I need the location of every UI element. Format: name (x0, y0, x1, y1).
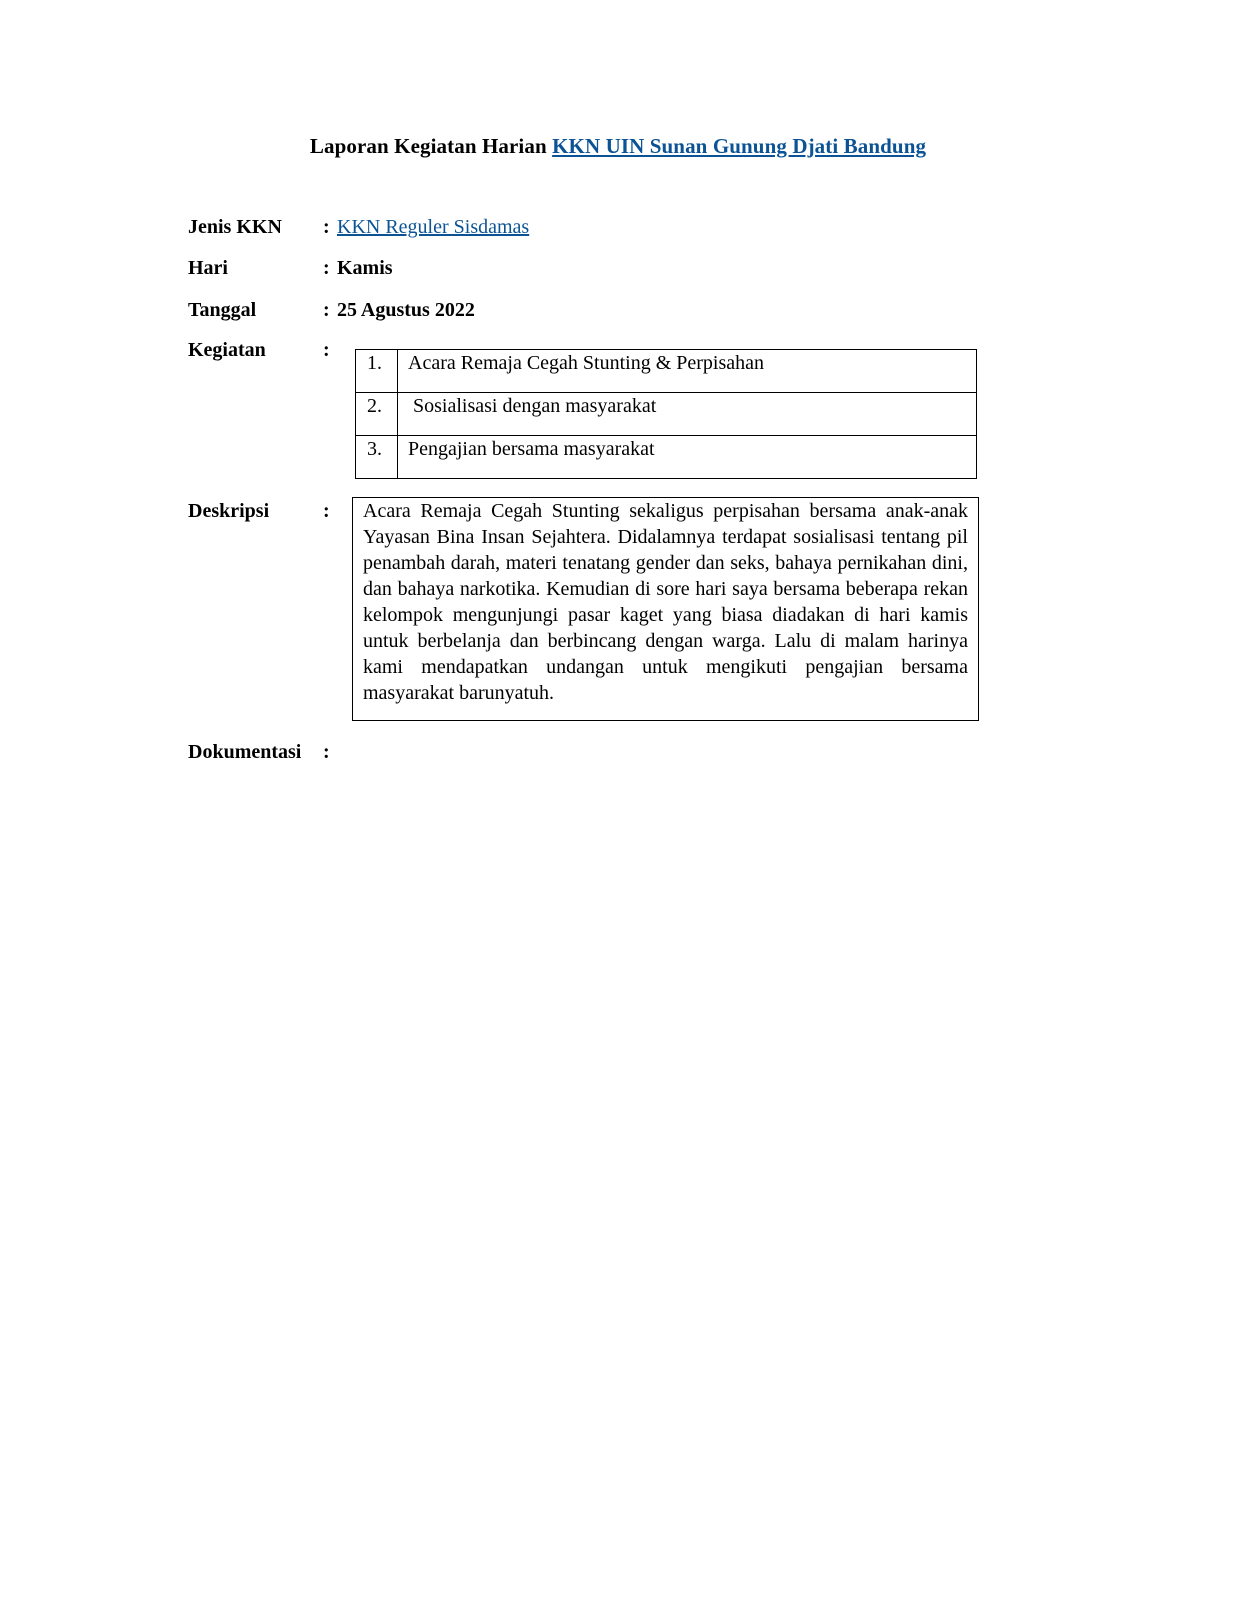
hari-colon: : (323, 257, 330, 279)
title-link[interactable]: KKN UIN Sunan Gunung Djati Bandung (552, 134, 927, 158)
table-row (356, 350, 977, 393)
dokumentasi-colon: : (323, 741, 330, 763)
kegiatan-label: Kegiatan (188, 339, 266, 361)
hari-label: Hari (188, 257, 228, 279)
activity-table (355, 349, 977, 479)
activity-number: 1. (356, 350, 398, 393)
tanggal-colon: : (323, 299, 330, 321)
description-box: Acara Remaja Cegah Stunting sekaligus perpisahan bersama anak-anak Yayasan Bina Insan Sejahtera. Didalamnya terdapat sosialisasi tentang pil penambah darah, materi tenatang gender dan seks, bahaya pernikahan dini, dan bahaya narkotika. Kemudian di sore hari saya bersama beberapa rekan kelompok mengunjungi pasar kaget yang biasa diadakan di hari kamis untuk berbelanja dan berbincang dengan warga. Lalu di malam harinya kami mendapatkan undangan untuk mengikuti pengajian bersama masyarakat barunyatuh. (352, 497, 979, 721)
deskripsi-label: Deskripsi (188, 500, 270, 522)
table-row (356, 393, 977, 436)
kegiatan-colon: : (323, 339, 330, 361)
activity-text: Pengajian bersama masyarakat (398, 436, 977, 479)
activity-number: 2. (356, 393, 398, 436)
activity-text: Acara Remaja Cegah Stunting & Perpisahan (398, 350, 977, 393)
jenis-kkn-value[interactable]: KKN Reguler Sisdamas (337, 216, 530, 238)
activity-text: Sosialisasi dengan masyarakat (398, 393, 977, 436)
page-title (0, 134, 1236, 159)
tanggal-label: Tanggal (188, 299, 257, 321)
hari-value: Kamis (337, 257, 393, 279)
title-prefix: Laporan Kegiatan Harian (309, 134, 547, 158)
table-row (356, 436, 977, 479)
deskripsi-colon: : (323, 500, 330, 522)
tanggal-value: 25 Agustus 2022 (337, 299, 475, 321)
activity-number: 3. (356, 436, 398, 479)
jenis-kkn-colon: : (323, 216, 330, 238)
dokumentasi-label: Dokumentasi (188, 741, 302, 763)
jenis-kkn-label: Jenis KKN (188, 216, 282, 238)
